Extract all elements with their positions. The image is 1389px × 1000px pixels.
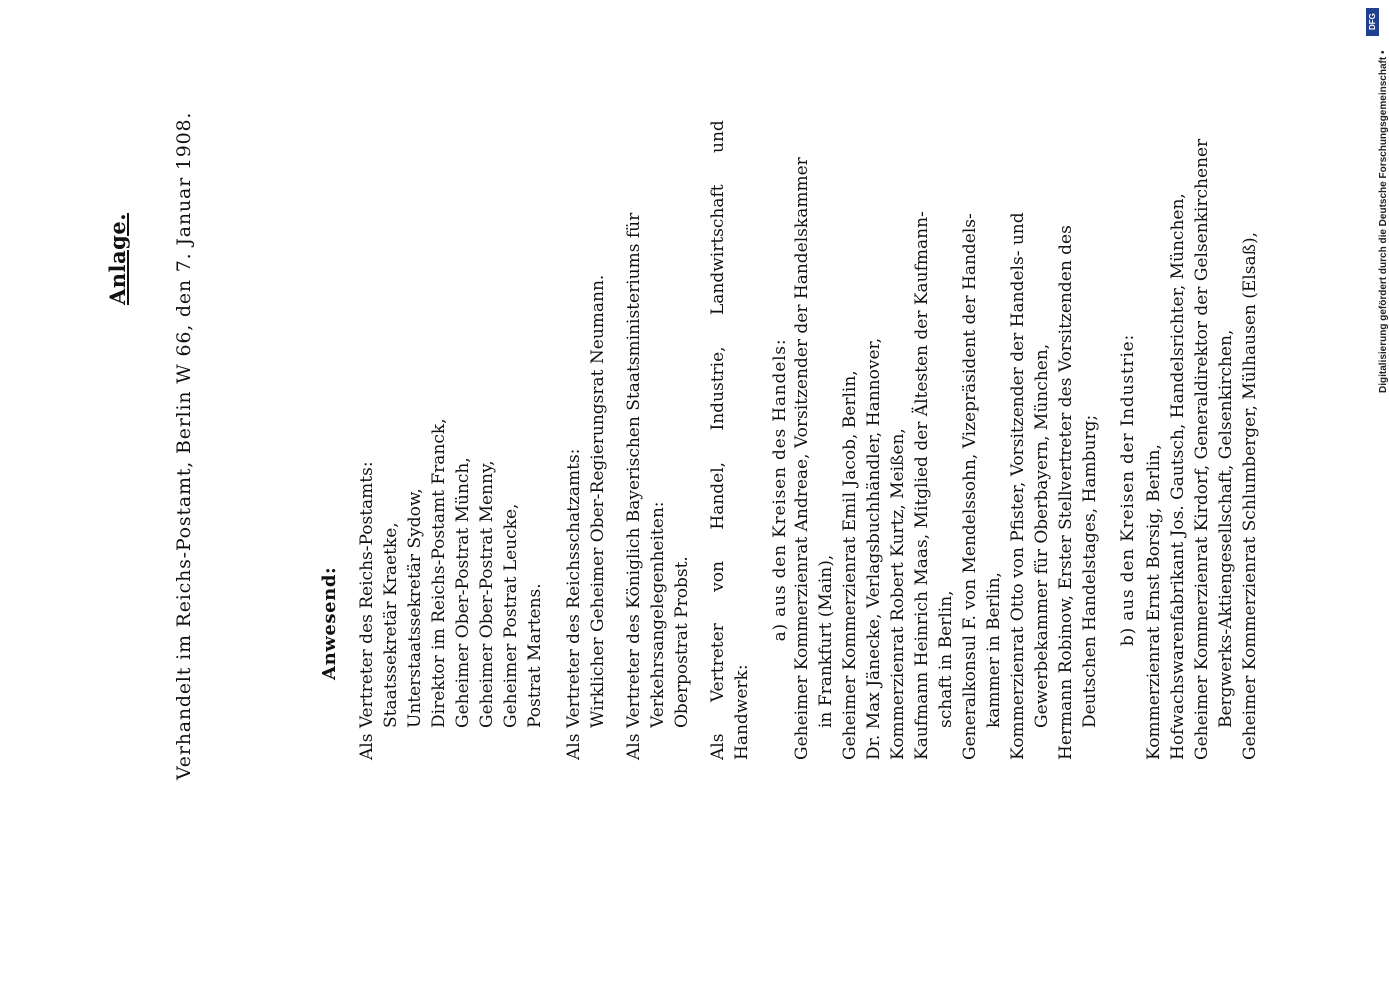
- member-line: Postrat Martens.: [525, 583, 545, 728]
- handel-list-a: [790, 157, 1102, 760]
- list-line: Deutschen Handelstages, Hamburg;: [1080, 414, 1100, 728]
- list-line: Kommerzienrat Robert Kurtz, Meißen,: [888, 428, 908, 760]
- dfg-watermark: [1366, 8, 1389, 393]
- handel-sub-b: b) aus den Kreisen der Industrie:: [1118, 333, 1138, 647]
- list-line: Geheimer Kommerzienrat Emil Jacob, Berlin,: [840, 370, 860, 760]
- list-line: Kommerzienrat Otto von Pfister, Vorsitzender der Handels- und: [1008, 212, 1028, 760]
- list-line: Hofwachswarenfabrikant Jos. Gautsch, Handelsrichter, München,: [1168, 193, 1188, 760]
- present-label: Anwesend:: [319, 566, 340, 680]
- handel-block: [706, 120, 792, 760]
- member-line: Oberpostrat Probst.: [672, 556, 692, 728]
- dfg-watermark-text: Digitalisierung gefördert durch die Deutsche Forschungsgemeinschaft •: [1378, 50, 1389, 393]
- list-line: in Frankfurt (Main),: [816, 554, 836, 728]
- reichspostamt-heading: Als Vertreter des Reichs-Postamts:: [357, 461, 377, 760]
- list-line: Geheimer Kommerzienrat Schlumberger, Mülhausen (Elsaß),: [1240, 232, 1260, 760]
- dfg-logo: DFG: [1366, 8, 1379, 36]
- list-line: Bergwerks-Aktiengesellschaft, Gelsenkirchen,: [1216, 329, 1236, 728]
- handel-heading-line2: Handwerk:: [732, 664, 752, 760]
- list-line: Geheimer Kommerzienrat Andreae, Vorsitzender der Handelskammer: [792, 157, 812, 760]
- bayern-block: [622, 212, 694, 760]
- member-line: Unterstaatssekretär Sydow,: [405, 488, 425, 728]
- member-line: Direktor im Reichs-Postamt Franck,: [429, 418, 449, 728]
- list-line: Gewerbekammer für Oberbayern, München,: [1032, 343, 1052, 728]
- member-line: Wirklicher Geheimer Ober-Regierungsrat Neumann.: [588, 274, 608, 728]
- handel-sub-b-wrap: [1116, 220, 1140, 760]
- list-line: Generalkonsul F. von Mendelssohn, Vizepräsident der Handels-: [960, 213, 980, 760]
- handel-heading-line1: Als Vertreter von Handel, Industrie, Landwirtschaft und: [708, 120, 728, 760]
- document-header: Verhandelt im Reichs-Postamt, Berlin W 66, den 7. Januar 1908.: [173, 111, 195, 780]
- list-line: Geheimer Kommerzienrat Kirdorf, Generaldirektor der Gelsenkirchener: [1192, 138, 1212, 760]
- member-line: Geheimer Postrat Leucke,: [501, 503, 521, 728]
- list-line: Kaufmann Heinrich Maas, Mitglied der Ältesten der Kaufmann-: [912, 211, 932, 760]
- bayern-heading-line2: Verkehrsangelegenheiten:: [648, 501, 668, 728]
- member-line: Geheimer Ober-Postrat Menny,: [477, 460, 497, 728]
- list-line: kammer in Berlin,: [984, 572, 1004, 728]
- member-line: Staatssekretär Kraetke,: [381, 522, 401, 728]
- reichspostamt-block: [355, 418, 547, 760]
- document-title: Anlage.: [105, 212, 130, 305]
- member-line: Geheimer Ober-Postrat Münch,: [453, 457, 473, 728]
- list-line: Hermann Robinow, Erster Stellvertreter des Vorsitzenden des: [1056, 225, 1076, 760]
- list-line: schaft in Berlin,: [936, 590, 956, 728]
- list-line: Kommerzienrat Ernst Borsig, Berlin,: [1144, 444, 1164, 760]
- handel-sub-a: a) aus den Kreisen des Handels:: [770, 338, 790, 642]
- bayern-heading-line1: Als Vertreter des Königlich Bayerischen Staatsministeriums für: [624, 212, 644, 760]
- list-line: Dr. Max Jänecke, Verlagsbuchhändler, Hannover,: [864, 337, 884, 760]
- reichsschatzamt-heading: Als Vertreter des Reichsschatzamts:: [564, 448, 584, 760]
- handel-list-b: [1142, 138, 1262, 760]
- reichsschatzamt-block: [562, 274, 610, 760]
